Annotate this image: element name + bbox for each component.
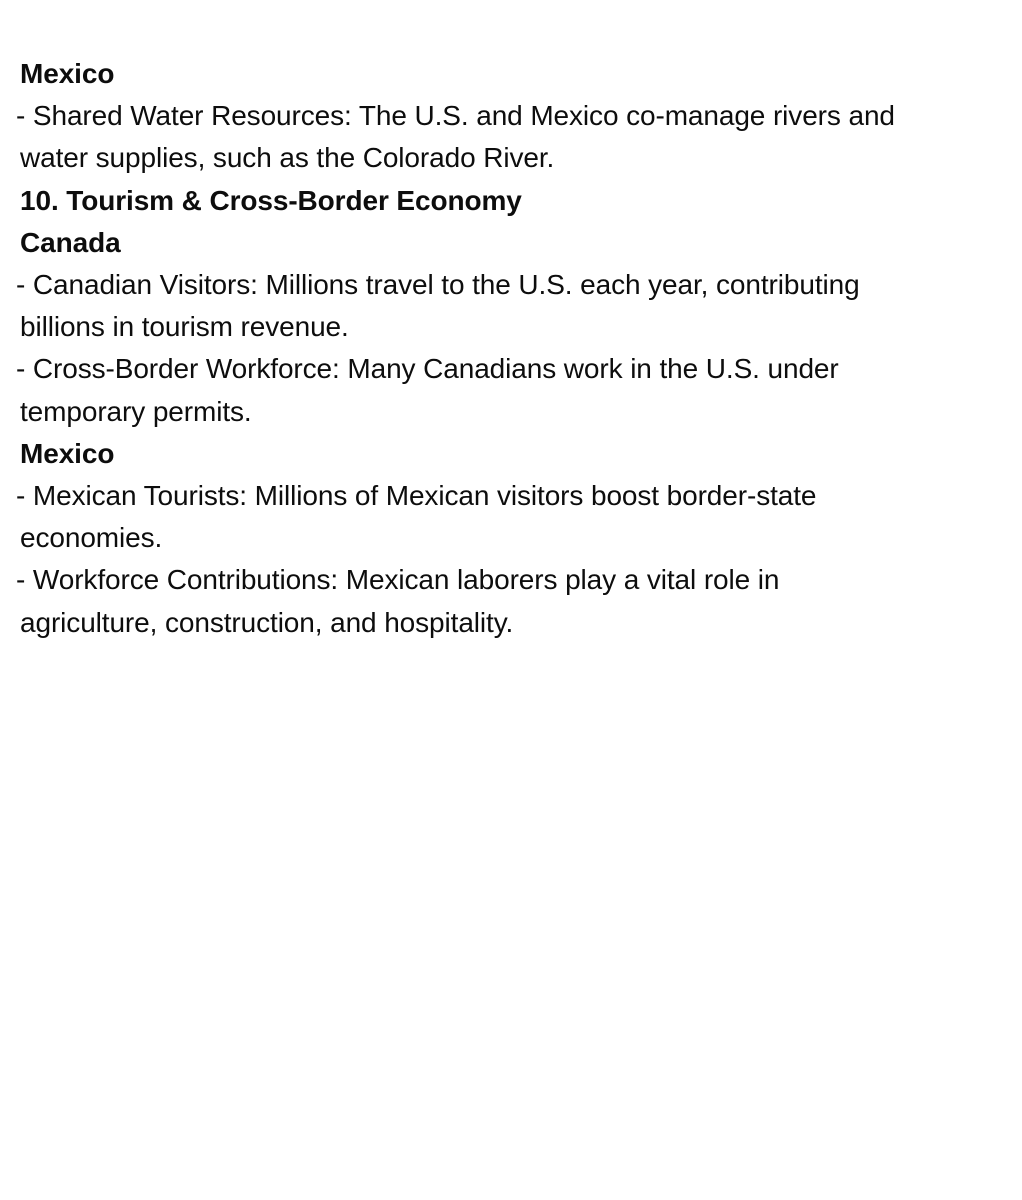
bullet-continuation: billions in tourism revenue.	[20, 311, 349, 343]
section-heading-mexico: Mexico	[20, 58, 115, 89]
bullet-continuation: economies.	[20, 522, 163, 554]
bullet-shared-water-resources: - Shared Water Resources: The U.S. and Mexico co-manage rivers and	[16, 100, 895, 132]
section-heading-canada: Canada	[20, 226, 121, 258]
bullet-workforce-contributions: - Workforce Contributions: Mexican laborers play a vital role in	[16, 564, 780, 596]
bullet-canadian-visitors: - Canadian Visitors: Millions travel to the U.S. each year, contributing	[16, 269, 860, 301]
bullet-continuation: temporary permits.	[20, 395, 252, 427]
section-heading-tourism-economy: 10. Tourism & Cross-Border Economy	[20, 184, 522, 216]
bullet-continuation: agriculture, construction, and hospitality.	[20, 606, 514, 638]
bullet-continuation: water supplies, such as the Colorado River.	[20, 142, 555, 174]
section-heading-mexico: Mexico	[20, 437, 115, 469]
bullet-cross-border-workforce: - Cross-Border Workforce: Many Canadians work in the U.S. under	[16, 353, 839, 385]
bullet-mexican-tourists: - Mexican Tourists: Millions of Mexican visitors boost border-state	[16, 480, 817, 512]
document-body	[16, 53, 1006, 644]
